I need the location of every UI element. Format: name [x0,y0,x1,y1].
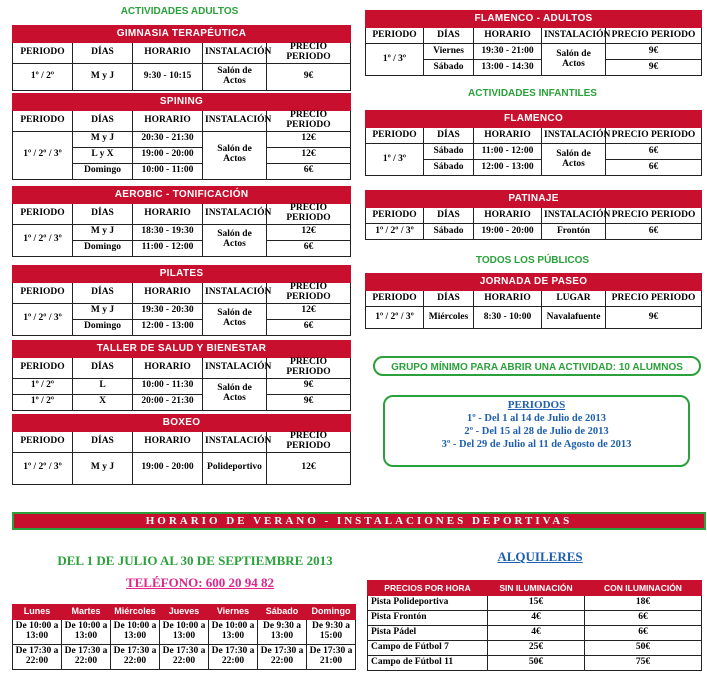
morning-hours-cell: De 9:30 a 15:00 [307,620,356,645]
flamenco-table [365,110,702,176]
gimnasia-table [12,25,351,91]
table-title: PILATES [13,266,351,283]
col-header: PERIODO [13,283,73,304]
precio-cell: 12€ [267,147,351,163]
col-header: INSTALACIÓN [203,358,267,379]
instalacion-cell: Salón de Actos [203,378,267,410]
col-header: INSTALACIÓN [203,43,267,64]
col-header: DÍAS [424,28,474,44]
morning-hours-cell: De 10:00 a 13:00 [209,620,258,645]
col-header: INSTALACIÓN [542,28,606,44]
rental-price-off: 15€ [488,596,585,611]
taller-table [12,340,351,411]
table-title: SPINING [13,94,351,111]
col-header: PERIODO [13,432,73,453]
section-adultos: ACTIVIDADES ADULTOS [120,6,239,17]
col-header: INSTALACIÓN [203,204,267,225]
horario-cell: 20:00 - 21:30 [133,394,203,410]
morning-hours-cell: De 10:00 a 13:00 [62,620,111,645]
morning-hours-cell: De 9:30 a 13:00 [258,620,307,645]
dias-cell: Domingo [73,240,133,256]
instalacion-cell: Salón de Actos [203,63,267,90]
dias-cell: L y X [73,147,133,163]
day-header: Domingo [307,605,356,620]
col-header: DÍAS [73,111,133,132]
periods-title: PERIODOS [507,399,566,411]
rental-price-on: 6€ [585,626,702,641]
periodo-cell: 1º / 2º / 3º [13,131,73,179]
rental-header: PRECIOS POR HORA [368,581,488,596]
precio-cell: 6€ [267,163,351,179]
col-header: DÍAS [424,208,474,224]
dias-cell: Sábado [424,144,474,160]
day-header: Martes [62,605,111,620]
precio-cell: 12€ [267,452,351,484]
horario-cell: 8:30 - 10:00 [474,307,542,329]
periodo-cell: 1º / 2º / 3º [13,303,73,335]
instalacion-cell: Polideportivo [203,452,267,484]
horario-cell: 12:00 - 13:00 [474,160,542,176]
col-header: DÍAS [73,43,133,64]
precio-cell: 9€ [267,63,351,90]
boxeo-table [12,414,351,485]
precio-cell: 6€ [267,319,351,335]
col-header: PERIODO [13,358,73,379]
dias-cell: Domingo [73,163,133,179]
col-header: INSTALACIÓN [542,208,606,224]
rental-facility: Campo de Fútbol 7 [368,641,488,656]
table-title: BOXEO [13,415,351,432]
lugar-cell: Navalafuente [542,307,606,329]
instalacion-cell: Salón de Actos [542,44,606,76]
col-header: PERIODO [366,28,424,44]
rental-price-off: 50€ [488,656,585,671]
periodo-cell: 1º / 3º [366,144,424,176]
instalacion-cell: Frontón [542,224,606,240]
horario-cell: 19:00 - 20:00 [474,224,542,240]
table-title: PATINAJE [366,191,702,208]
horario-cell: 19:00 - 20:00 [133,147,203,163]
rental-facility: Campo de Fútbol 11 [368,656,488,671]
col-header: PRECIO PERIODO [267,111,351,132]
col-header: HORARIO [133,204,203,225]
patinaje-table [365,190,702,240]
instalacion-cell: Salón de Actos [203,303,267,335]
precio-cell: 9€ [267,394,351,410]
col-header: HORARIO [133,111,203,132]
evening-hours-cell: De 17:30 a 22:00 [13,645,62,670]
periodo-cell: 1º / 2º [13,378,73,394]
period-line: 1º - Del 1 al 14 de Julio de 2013 [466,413,607,424]
horario-cell: 19:30 - 20:30 [133,303,203,319]
alquileres-title: ALQUILERES [497,549,583,564]
dias-cell: M y J [73,63,133,90]
summer-dates: DEL 1 DE JULIO AL 30 DE SEPTIEMBRE 2013 [57,553,333,568]
table-title: GIMNASIA TERAPÉUTICA [13,26,351,43]
col-header: PRECIO PERIODO [606,208,702,224]
dias-cell: Viernes [424,44,474,60]
col-header: INSTALACIÓN [203,432,267,453]
col-header: HORARIO [133,358,203,379]
spining-table [12,93,351,180]
col-header: PERIODO [366,208,424,224]
col-header: HORARIO [133,432,203,453]
dias-cell: M y J [73,224,133,240]
col-header: DÍAS [73,204,133,225]
col-header: PRECIO PERIODO [606,28,702,44]
col-header: DÍAS [73,283,133,304]
evening-hours-cell: De 17:30 a 22:00 [258,645,307,670]
dias-cell: M y J [73,303,133,319]
precio-cell: 6€ [606,144,702,160]
morning-hours-cell: De 10:00 a 13:00 [111,620,160,645]
rental-price-on: 75€ [585,656,702,671]
precio-cell: 12€ [267,303,351,319]
table-title: AEROBIC - TONIFICACIÓN [13,187,351,204]
col-header: INSTALACIÓN [203,283,267,304]
precio-cell: 12€ [267,224,351,240]
col-header: PERIODO [366,128,424,144]
col-header: PRECIO PERIODO [267,283,351,304]
horario-cell: 12:00 - 13:00 [133,319,203,335]
day-header: Sábado [258,605,307,620]
dias-cell: L [73,378,133,394]
evening-hours-cell: De 17:30 a 22:00 [62,645,111,670]
periodo-cell: 1º / 2º / 3º [13,224,73,256]
pilates-table [12,265,351,336]
paseo-table [365,273,702,329]
periods-box [383,395,690,467]
periodo-cell: 1º / 2º / 3º [366,224,424,240]
col-header: INSTALACIÓN [203,111,267,132]
evening-hours-cell: De 17:30 a 22:00 [111,645,160,670]
col-header: HORARIO [474,28,542,44]
day-header: Viernes [209,605,258,620]
col-header: PRECIO PERIODO [267,204,351,225]
col-header: INSTALACIÓN [542,128,606,144]
col-header: PERIODO [366,291,424,307]
col-header: HORARIO [474,291,542,307]
day-header: Lunes [13,605,62,620]
day-header: Miércoles [111,605,160,620]
instalacion-cell: Salón de Actos [203,131,267,179]
rental-header: SIN ILUMINACIÓN [488,581,585,596]
flamenco-adultos-table [365,10,702,76]
col-header: PRECIO PERIODO [606,291,702,307]
precio-cell: 6€ [606,224,702,240]
precio-cell: 9€ [606,307,702,329]
col-header: DÍAS [424,128,474,144]
horario-cell: 10:00 - 11:00 [133,163,203,179]
col-header: PRECIO PERIODO [606,128,702,144]
rental-price-on: 50€ [585,641,702,656]
evening-hours-cell: De 17:30 a 22:00 [209,645,258,670]
rental-price-on: 6€ [585,611,702,626]
col-header: PERIODO [13,204,73,225]
col-header: PRECIO PERIODO [267,43,351,64]
precio-cell: 9€ [606,44,702,60]
col-header: DÍAS [424,291,474,307]
dias-cell: M y J [73,131,133,147]
precio-cell: 12€ [267,131,351,147]
phone-number: TELÉFONO: 600 20 94 82 [125,575,275,590]
rental-prices-table [367,580,702,671]
col-header: HORARIO [474,128,542,144]
dias-cell: Miércoles [424,307,474,329]
rental-header: CON ILUMINACIÓN [585,581,702,596]
instalacion-cell: Salón de Actos [203,224,267,256]
dias-cell: Sábado [424,60,474,76]
precio-cell: 6€ [267,240,351,256]
aerobic-table [12,186,351,257]
col-header: DÍAS [73,432,133,453]
col-header: HORARIO [474,208,542,224]
period-line: 2º - Del 15 al 28 de Julio de 2013 [464,426,609,437]
period-line: 3º - Del 29 de Julio al 11 de Agosto de 2013 [441,439,632,450]
horario-cell: 13:00 - 14:30 [474,60,542,76]
rental-facility: Pista Pádel [368,626,488,641]
rental-price-on: 18€ [585,596,702,611]
rental-facility: Pista Polideportiva [368,596,488,611]
summer-hours-banner: HORARIO DE VERANO - INSTALACIONES DEPORTIVAS [12,512,706,530]
evening-hours-cell: De 17:30 a 22:00 [160,645,209,670]
col-header: HORARIO [133,283,203,304]
col-header: PERIODO [13,111,73,132]
rental-price-off: 25€ [488,641,585,656]
horario-cell: 9:30 - 10:15 [133,63,203,90]
summer-schedule-table [12,604,356,670]
periodo-cell: 1º / 2º [13,394,73,410]
periodo-cell: 1º / 3º [366,44,424,76]
rental-facility: Pista Frontón [368,611,488,626]
table-title: FLAMENCO [366,111,702,128]
dias-cell: X [73,394,133,410]
col-header: PRECIO PERIODO [267,358,351,379]
horario-cell: 19:00 - 20:00 [133,452,203,484]
table-title: FLAMENCO - ADULTOS [366,11,702,28]
table-title: JORNADA DE PASEO [366,274,702,291]
section-infantiles: ACTIVIDADES INFANTILES [468,88,597,99]
col-header: PERIODO [13,43,73,64]
horario-cell: 11:00 - 12:00 [474,144,542,160]
dias-cell: Domingo [73,319,133,335]
table-title: TALLER DE SALUD Y BIENESTAR [13,341,351,358]
dias-cell: Sábado [424,224,474,240]
morning-hours-cell: De 10:00 a 13:00 [160,620,209,645]
precio-cell: 6€ [606,160,702,176]
rental-price-off: 4€ [488,626,585,641]
horario-cell: 19:30 - 21:00 [474,44,542,60]
morning-hours-cell: De 10:00 a 13:00 [13,620,62,645]
horario-cell: 20:30 - 21:30 [133,131,203,147]
col-header: DÍAS [73,358,133,379]
col-header: PRECIO PERIODO [267,432,351,453]
periodo-cell: 1º / 2º / 3º [13,452,73,484]
evening-hours-cell: De 17:30 a 21:00 [307,645,356,670]
day-header: Jueves [160,605,209,620]
precio-cell: 9€ [267,378,351,394]
dias-cell: Sábado [424,160,474,176]
horario-cell: 11:00 - 12:00 [133,240,203,256]
rental-price-off: 4€ [488,611,585,626]
col-header: HORARIO [133,43,203,64]
instalacion-cell: Salón de Actos [542,144,606,176]
minimum-group-notice: GRUPO MÍNIMO PARA ABRIR UNA ACTIVIDAD: 10 ALUMNOS [373,356,701,376]
periodo-cell: 1º / 2º / 3º [366,307,424,329]
horario-cell: 10:00 - 11:30 [133,378,203,394]
dias-cell: M y J [73,452,133,484]
horario-cell: 18:30 - 19:30 [133,224,203,240]
periodo-cell: 1º / 2º [13,63,73,90]
precio-cell: 9€ [606,60,702,76]
col-header: LUGAR [542,291,606,307]
section-publicos: TODOS LOS PÚBLICOS [475,255,590,266]
